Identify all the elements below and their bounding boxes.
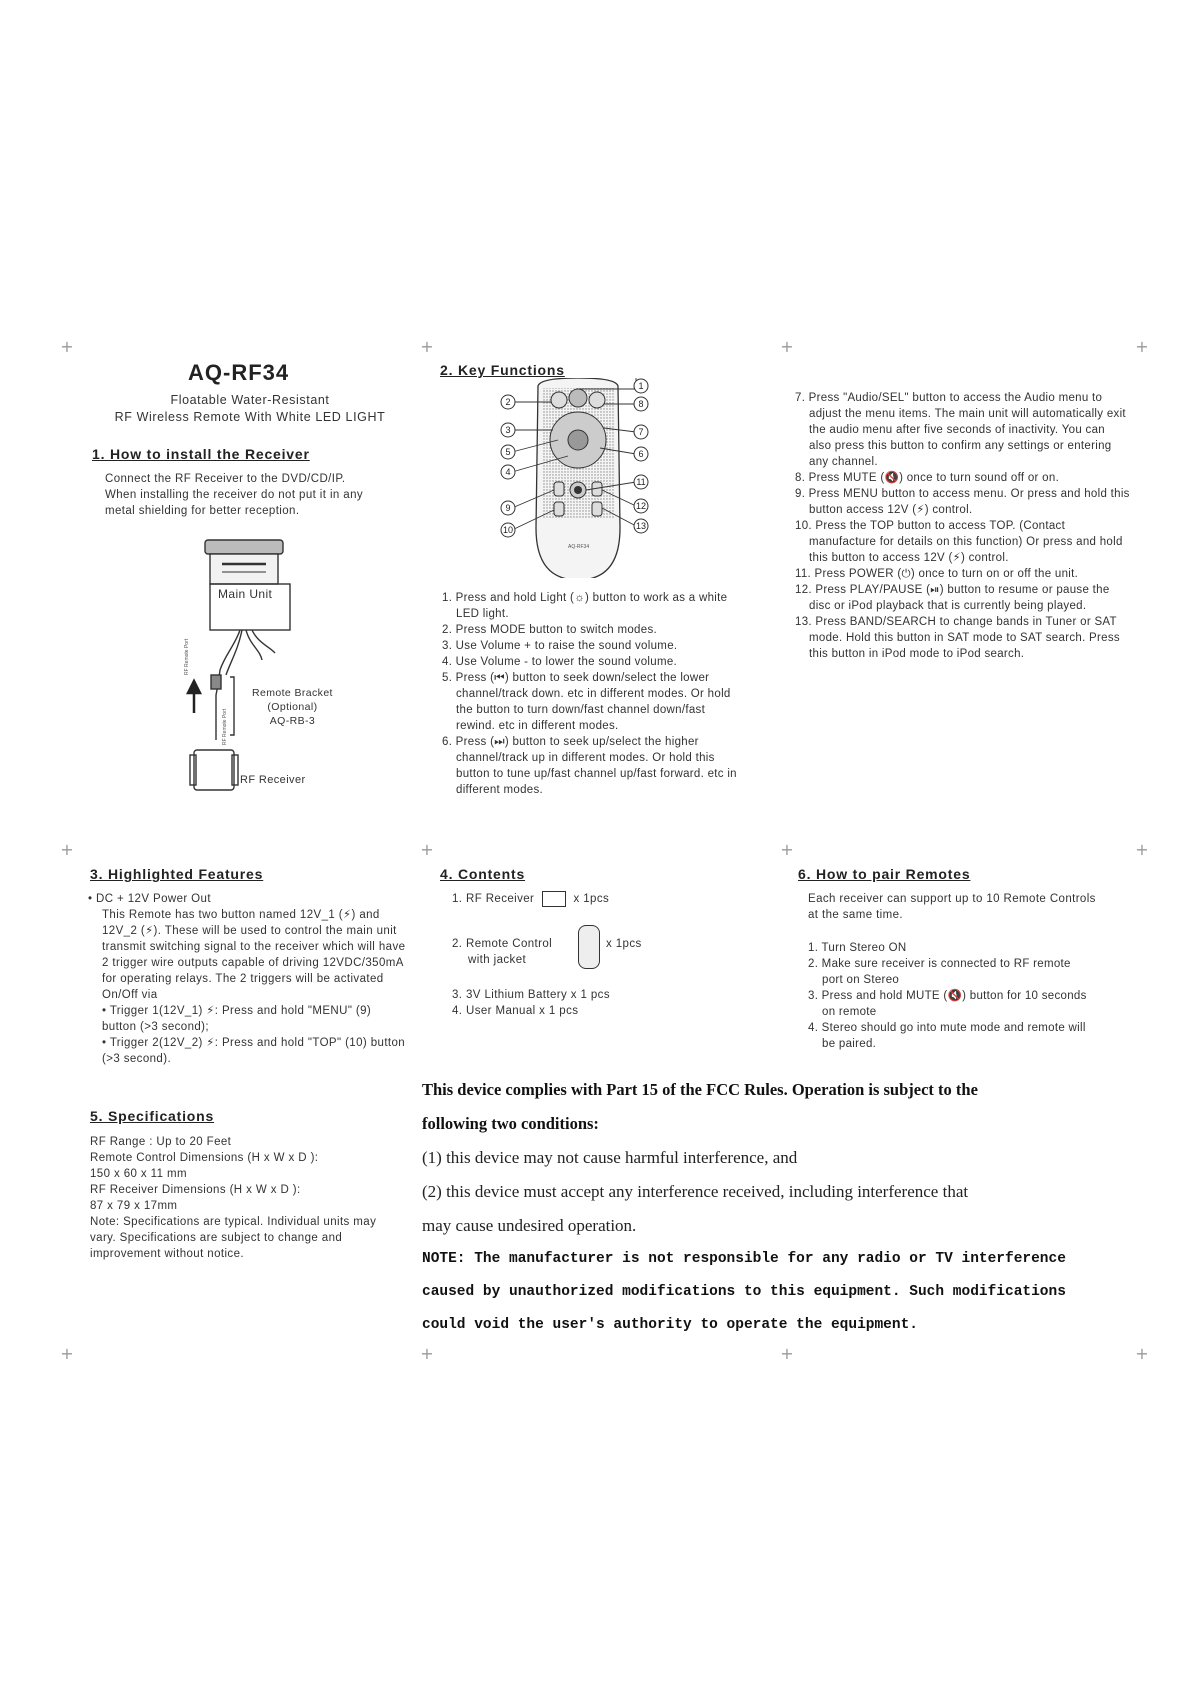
callout-number: 2 [505, 397, 511, 407]
install-text [105, 471, 425, 519]
features-text [88, 891, 408, 1067]
key-functions-list-b [795, 390, 1130, 662]
callout-number: 4 [505, 467, 511, 477]
fcc-line: This device complies with Part 15 of the FCC Rules. Operation is subject to the [422, 1080, 978, 1099]
registration-mark: + [60, 1344, 74, 1363]
power-button [569, 389, 587, 407]
fcc-line: following two conditions: [422, 1114, 599, 1133]
contents-item-qty: x 1pcs [573, 893, 610, 906]
contents-item-3: 3. 3V Lithium Battery x 1 pcs [452, 989, 610, 1001]
key-functions-list-a [442, 590, 747, 798]
registration-mark: + [420, 337, 434, 356]
rf-receiver-label: RF Receiver [240, 774, 306, 786]
list-item: 10. Press the TOP button to access TOP. (Contact manufacture for details on this function) Or press and hold this button to access 12V (⚡) control. [795, 520, 1123, 564]
spec-line: Note: Specifications are typical. Individual units may vary. Specifications are subject to change and improvement without notice. [90, 1216, 377, 1260]
remote-thumbnail-icon [578, 925, 600, 969]
spec-line: RF Range : Up to 20 Feet [90, 1136, 232, 1148]
contents-item-4: 4. User Manual x 1 pcs [452, 1005, 579, 1017]
spec-line: RF Receiver Dimensions (H x W x D ): [90, 1184, 301, 1196]
list-item: 1. Press and hold Light (☼) button to work as a white LED light. [442, 592, 728, 620]
bracket-label [252, 686, 333, 728]
rf-receiver-box [194, 750, 234, 790]
features-heading: 3. Highlighted Features [90, 866, 264, 882]
pair-steps [808, 940, 1088, 1052]
contents-item-label: 2. Remote Control [452, 938, 553, 950]
contents-heading: 4. Contents [440, 866, 526, 882]
spec-line: 150 x 60 x 11 mm [90, 1168, 187, 1180]
pair-heading: 6. How to pair Remotes [798, 866, 971, 882]
audio-sel-button [568, 430, 588, 450]
remote-model-label: AQ-RF34 [568, 544, 590, 550]
bracket-line-2: (Optional) [267, 701, 318, 713]
list-item: 2. Make sure receiver is connected to RF remote port on Stereo [808, 958, 1071, 986]
registration-mark: + [1135, 1344, 1149, 1363]
callout-number: 8 [638, 399, 644, 409]
key-functions-heading: 2. Key Functions [440, 362, 565, 378]
install-line: When installing the receiver do not put it in any [105, 489, 364, 501]
receiver-icon [542, 891, 566, 907]
callout-number: 5 [505, 447, 511, 457]
registration-mark: + [420, 840, 434, 859]
callout-number: 6 [638, 449, 644, 459]
bracket-line-3: AQ-RB-3 [269, 715, 316, 727]
callout-number: 11 [636, 477, 646, 487]
remote-diagram [498, 378, 708, 578]
install-diagram [180, 535, 360, 805]
specs-text [90, 1134, 400, 1262]
list-item: 7. Press "Audio/SEL" button to access the Audio menu to adjust the menu items. The main unit will automatically exit the audio menu after five seconds of inactivity. You can also press this button to confirm any settings or entering any channel. [795, 392, 1126, 468]
fcc-statement [422, 1073, 1162, 1342]
registration-mark: + [60, 337, 74, 356]
main-unit-label: Main Unit [218, 587, 273, 601]
top-button [554, 502, 564, 516]
contents-item-qty: x 1pcs [606, 938, 642, 950]
callout-number: 9 [505, 503, 511, 513]
main-unit-faceplate [205, 540, 283, 554]
list-item: 2. Press MODE button to switch modes. [442, 624, 657, 636]
list-item: 3. Use Volume + to raise the sound volume. [442, 640, 678, 652]
remote-port-rotated-label: RF Remote Port [222, 708, 228, 745]
bracket-line-1: Remote Bracket [252, 687, 333, 699]
registration-mark: + [1135, 840, 1149, 859]
features-bullet: • DC + 12V Power Out [88, 893, 211, 905]
registration-mark: + [60, 840, 74, 859]
fcc-note: could void the user's authority to operate the equipment. [422, 1317, 918, 1333]
main-unit-front [210, 554, 278, 584]
fcc-note: caused by unauthorized modifications to this equipment. Such modifications [422, 1284, 1066, 1300]
features-body: This Remote has two button named 12V_1 (⚡) and 12V_2 (⚡). These will be used to control the main unit transmit switching signal to the receiver which will have 2 trigger wire outputs capable of driving 12VDC/350mA for operating relays. The 2 triggers will be activated On/Off via [102, 909, 406, 1001]
registration-mark: + [780, 840, 794, 859]
fcc-note: NOTE: The manufacturer is not responsible for any radio or TV interference [422, 1251, 1066, 1267]
registration-mark: + [420, 1344, 434, 1363]
contents-item-1 [452, 891, 609, 907]
product-subtitle [90, 392, 410, 426]
callout-number: 12 [635, 501, 647, 511]
fcc-line: (2) this device must accept any interference received, including interference that [422, 1182, 969, 1201]
install-line: Connect the RF Receiver to the DVD/CD/IP. [105, 473, 346, 485]
fcc-line: may cause undesired operation. [422, 1216, 637, 1235]
remote-port-rotated-label: RF Remote Port [184, 638, 190, 675]
registration-mark: + [1135, 337, 1149, 356]
callout-number: 7 [638, 427, 644, 437]
subtitle-line-2: RF Wireless Remote With White LED LIGHT [114, 410, 386, 424]
mute-button [589, 392, 605, 408]
remote-port-connector [211, 675, 221, 689]
install-line: metal shielding for better reception. [105, 505, 300, 517]
list-item: 13. Press BAND/SEARCH to change bands in Tuner or SAT mode. Hold this button in SAT mode to SAT search. Press this button in iPod mode to iPod search. [795, 616, 1120, 660]
list-item: 8. Press MUTE (🔇) once to turn sound off or on. [795, 472, 1060, 484]
list-item: 4. Use Volume - to lower the sound volume. [442, 656, 678, 668]
pair-intro: Each receiver can support up to 10 Remote Controls at the same time. [808, 893, 1096, 921]
product-title: AQ-RF34 [188, 360, 290, 385]
list-item: 12. Press PLAY/PAUSE (⏯) button to resume or pause the disc or iPod playback that is currently being played. [795, 584, 1110, 612]
band-search-button [592, 502, 602, 516]
list-item: 5. Press (⏮) button to seek down/select the lower channel/track down. etc in different modes. Or hold the button to turn down/fast channel down/fast rewind. etc in different modes. [442, 672, 731, 732]
callout-number: 10 [502, 525, 514, 535]
trigger-1: • Trigger 1(12V_1) ⚡: Press and hold "MENU" (9) button (>3 second); [102, 1005, 372, 1033]
callout-number: 1 [638, 381, 644, 391]
list-item: 1. Turn Stereo ON [808, 942, 907, 954]
fcc-line: (1) this device may not cause harmful interference, and [422, 1148, 798, 1167]
callout-number: 3 [505, 425, 511, 435]
contents-item-2 [452, 936, 552, 968]
spec-line: 87 x 79 x 17mm [90, 1200, 178, 1212]
subtitle-line-1: Floatable Water-Resistant [170, 393, 330, 407]
list-item: 3. Press and hold MUTE (🔇) button for 10 seconds on remote [808, 990, 1087, 1018]
list-item: 4. Stereo should go into mute mode and remote will be paired. [808, 1022, 1086, 1050]
callout-number: 13 [635, 521, 647, 531]
specs-heading: 5. Specifications [90, 1108, 215, 1124]
list-item: 11. Press POWER (⏻) once to turn on or off the unit. [795, 568, 1079, 580]
trigger-2: • Trigger 2(12V_2) ⚡: Press and hold "TOP" (10) button (>3 second). [102, 1037, 406, 1065]
list-item: 9. Press MENU button to access menu. Or press and hold this button access 12V (⚡) control. [795, 488, 1130, 516]
install-heading: 1. How to install the Receiver [92, 446, 310, 462]
registration-mark: + [780, 1344, 794, 1363]
mode-button [551, 392, 567, 408]
spec-line: Remote Control Dimensions (H x W x D ): [90, 1152, 319, 1164]
contents-item-label: 1. RF Receiver [452, 893, 535, 906]
list-item: 6. Press (⏭) button to seek up/select the higher channel/track up in different modes. Or hold this button to tune up/fast channel up/fast forward. etc in different modes. [442, 736, 737, 796]
registration-mark: + [780, 337, 794, 356]
contents-item-label: with jacket [468, 954, 527, 966]
menu-button [554, 482, 564, 496]
